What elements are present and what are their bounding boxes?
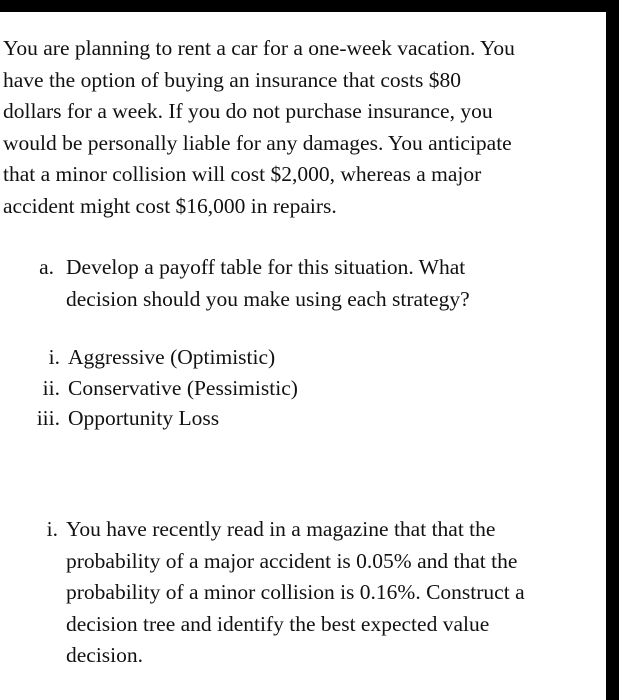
part-a-text: Develop a payoff table for this situation. What decision should you make using each strategy? bbox=[66, 255, 470, 311]
strategy-label: Conservative (Pessimistic) bbox=[68, 376, 298, 400]
part-i-text: You have recently read in a magazine that that the probability of a major accident is 0.05% and that the probability of a minor collision is 0.16%. Construct a decision tree and identify the best expected value decision. bbox=[66, 517, 525, 668]
problem-intro: You are planning to rent a car for a one-week vacation. You have the option of buying an insurance that costs $80 dollars for a week. If you do not purchase insurance, you would be personally liable for any damages. You anticipate that a minor collision will cost $2,000, whereas a major accident might cost $16,000 in repairs. bbox=[3, 36, 515, 218]
part-i-marker: i. bbox=[46, 517, 58, 541]
part-a-marker: a. bbox=[39, 255, 54, 279]
strategy-marker: ii. bbox=[42, 376, 60, 400]
strategy-marker: i. bbox=[48, 345, 60, 369]
top-border bbox=[0, 0, 606, 12]
strategy-marker: iii. bbox=[36, 406, 60, 430]
strategy-label: Opportunity Loss bbox=[68, 406, 220, 430]
strategy-label: Aggressive (Optimistic) bbox=[68, 345, 276, 369]
